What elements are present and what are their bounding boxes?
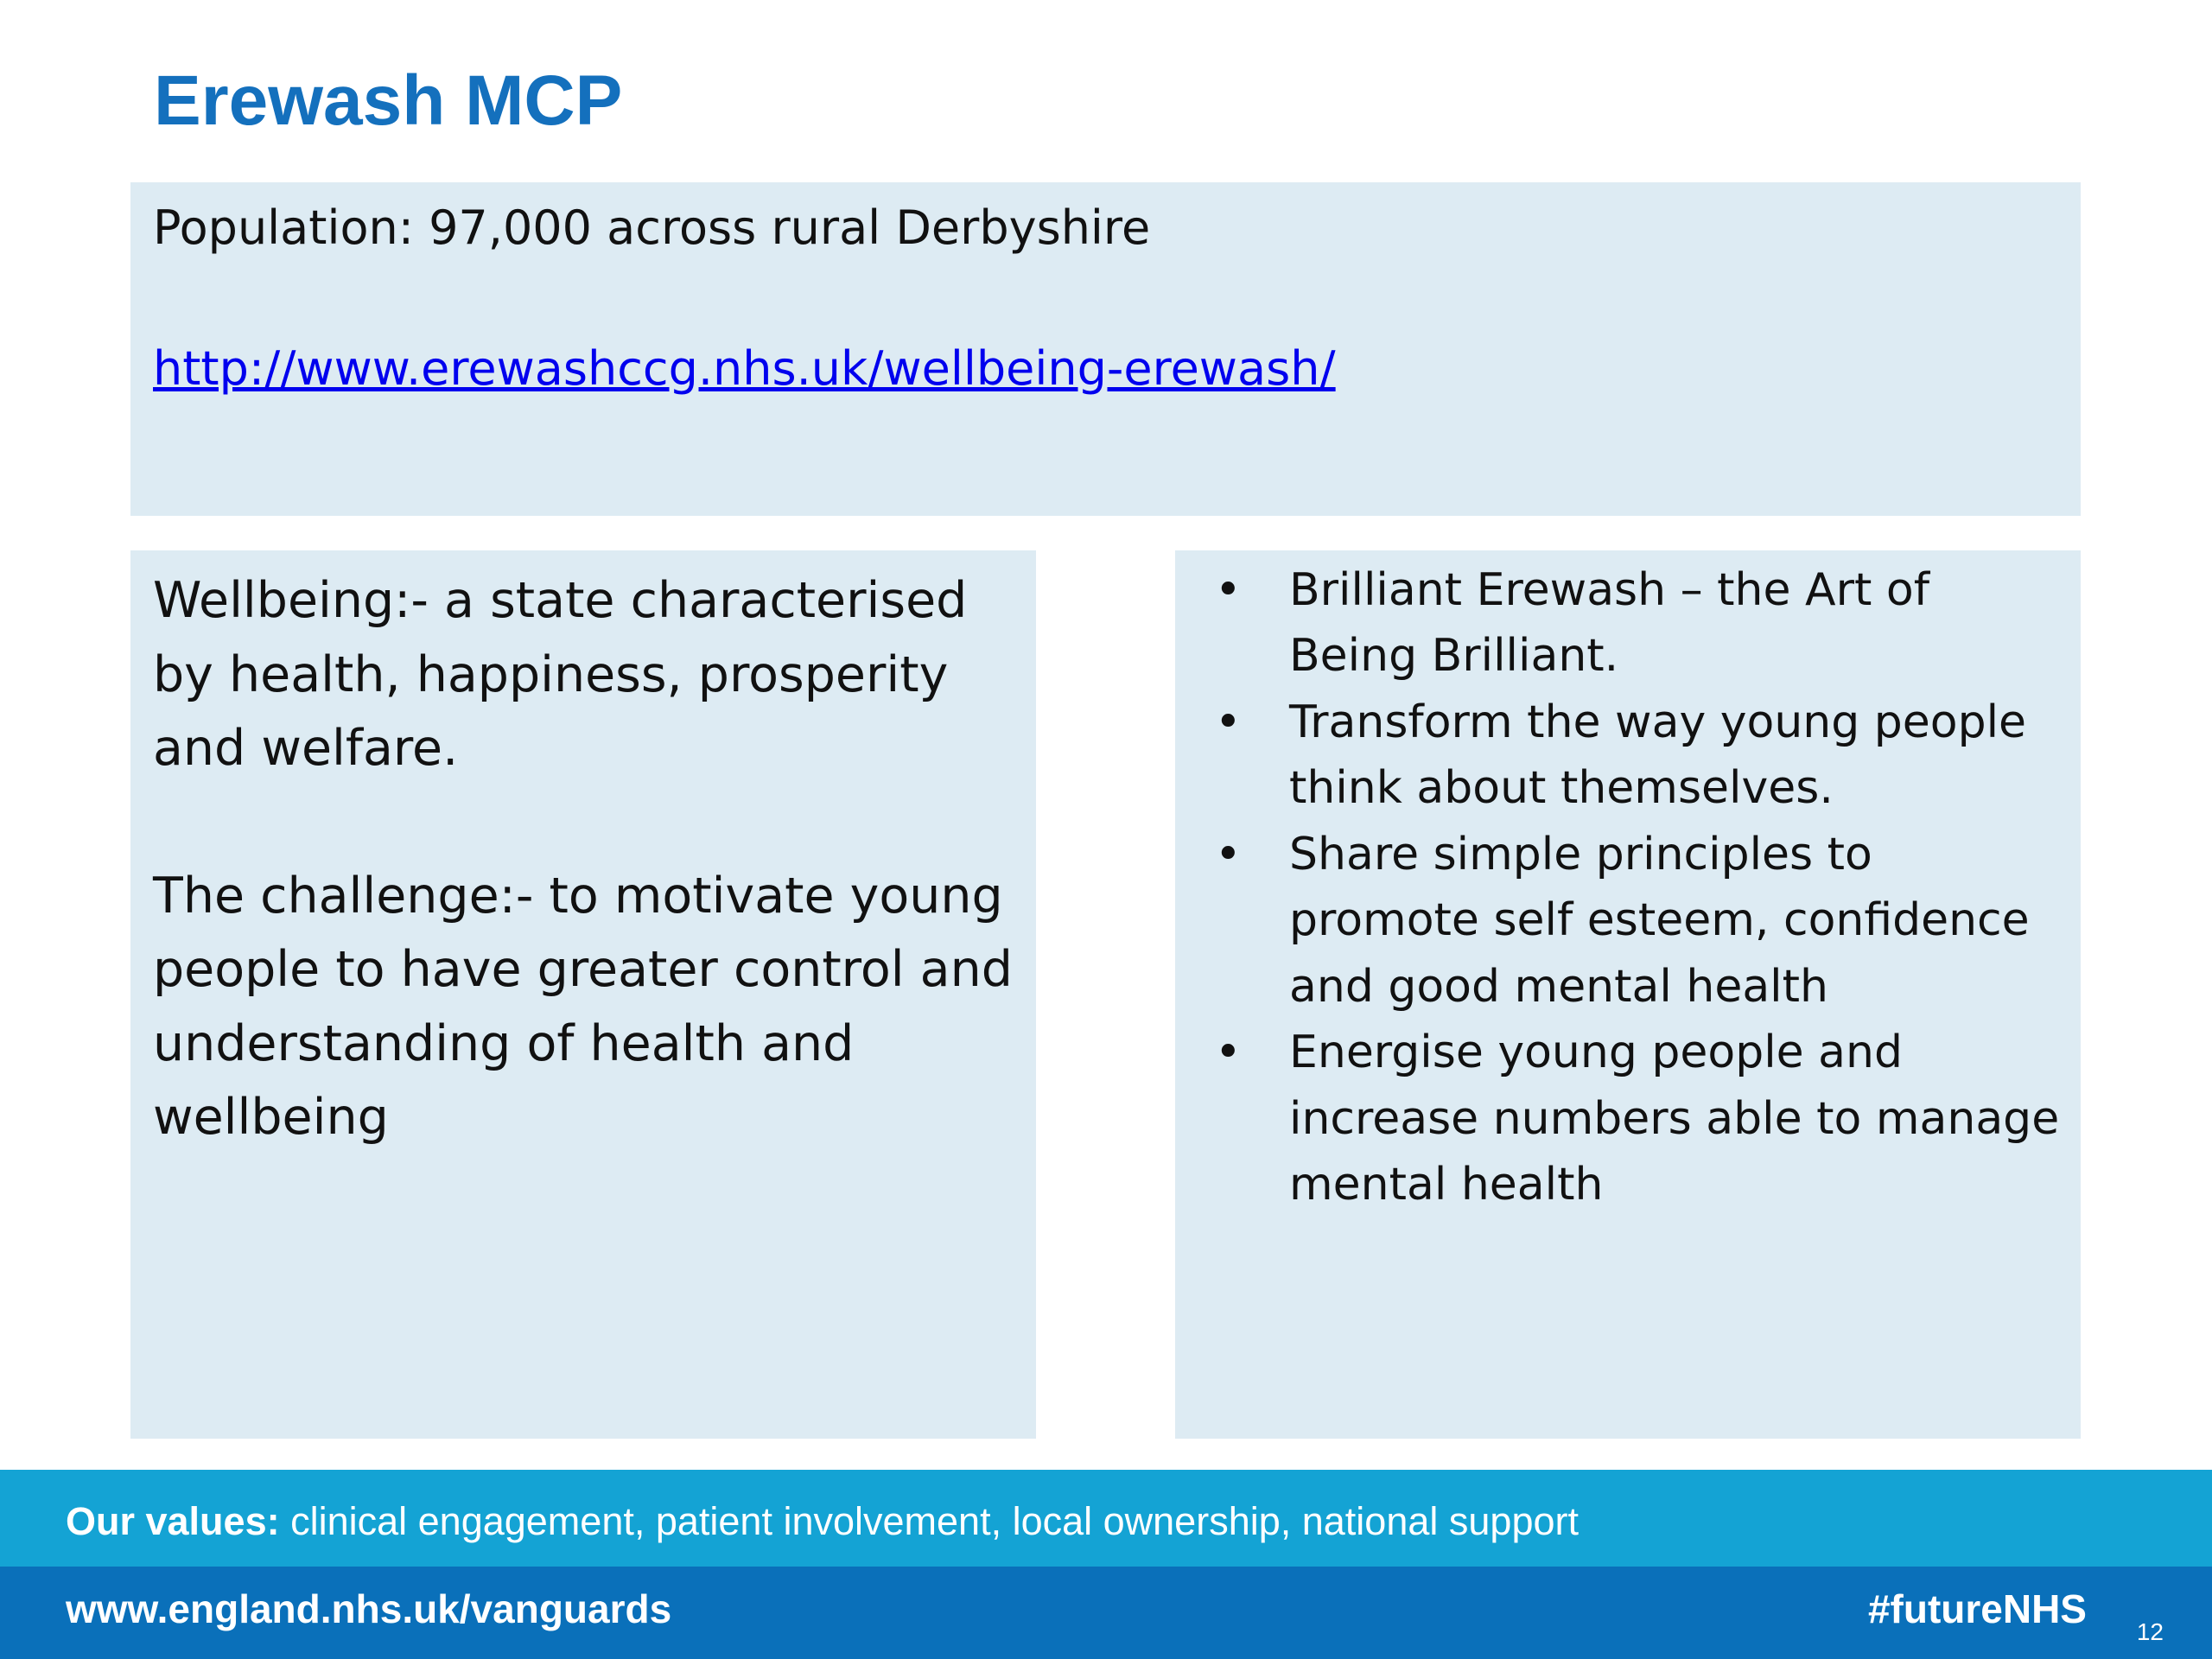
list-item-text: Energise young people and increase numbers able to manage mental health bbox=[1289, 1027, 2060, 1211]
population-text: Population: 97,000 across rural Derbyshire bbox=[153, 200, 1151, 255]
list-item bbox=[1198, 690, 2063, 822]
list-item-text: Share simple principles to promote self esteem, confidence and good mental health bbox=[1289, 828, 2030, 1013]
footer-bar bbox=[0, 1567, 2212, 1659]
page-number: 12 bbox=[2136, 1618, 2164, 1645]
list-item bbox=[1198, 822, 2063, 1020]
wellbeing-link[interactable]: http://www.erewashccg.nhs.uk/wellbeing-erewash/ bbox=[153, 341, 1336, 397]
list-item-text: Transform the way young people think about themselves. bbox=[1289, 696, 2027, 815]
values-line bbox=[66, 1499, 1579, 1544]
slide-title: Erewash MCP bbox=[154, 61, 623, 140]
list-item bbox=[1198, 557, 2063, 690]
bullet-icon: • bbox=[1215, 564, 1242, 616]
list-item bbox=[1198, 1020, 2063, 1217]
footer-url: www.england.nhs.uk/vanguards bbox=[66, 1586, 672, 1631]
values-banner bbox=[0, 1470, 2212, 1567]
wellbeing-panel bbox=[130, 550, 1036, 1439]
footer-hashtag: #futureNHS bbox=[1867, 1586, 2087, 1631]
bullet-icon: • bbox=[1215, 828, 1242, 880]
initiatives-panel bbox=[1175, 550, 2081, 1439]
values-text: clinical engagement, patient involvement, local ownership, national support bbox=[279, 1499, 1579, 1543]
challenge-text: The challenge:- to motivate young people to have greater control and understanding of health and wellbeing bbox=[153, 867, 1013, 1146]
bullet-icon: • bbox=[1215, 1027, 1242, 1079]
initiatives-list bbox=[1198, 557, 2063, 1217]
wellbeing-definition: Wellbeing:- a state characterised by health, happiness, prosperity and welfare. bbox=[153, 572, 968, 777]
values-label: Our values: bbox=[66, 1499, 280, 1543]
bullet-icon: • bbox=[1215, 696, 1242, 748]
list-item-text: Brilliant Erewash – the Art of Being Brilliant. bbox=[1289, 564, 1930, 683]
population-panel bbox=[130, 182, 2081, 516]
